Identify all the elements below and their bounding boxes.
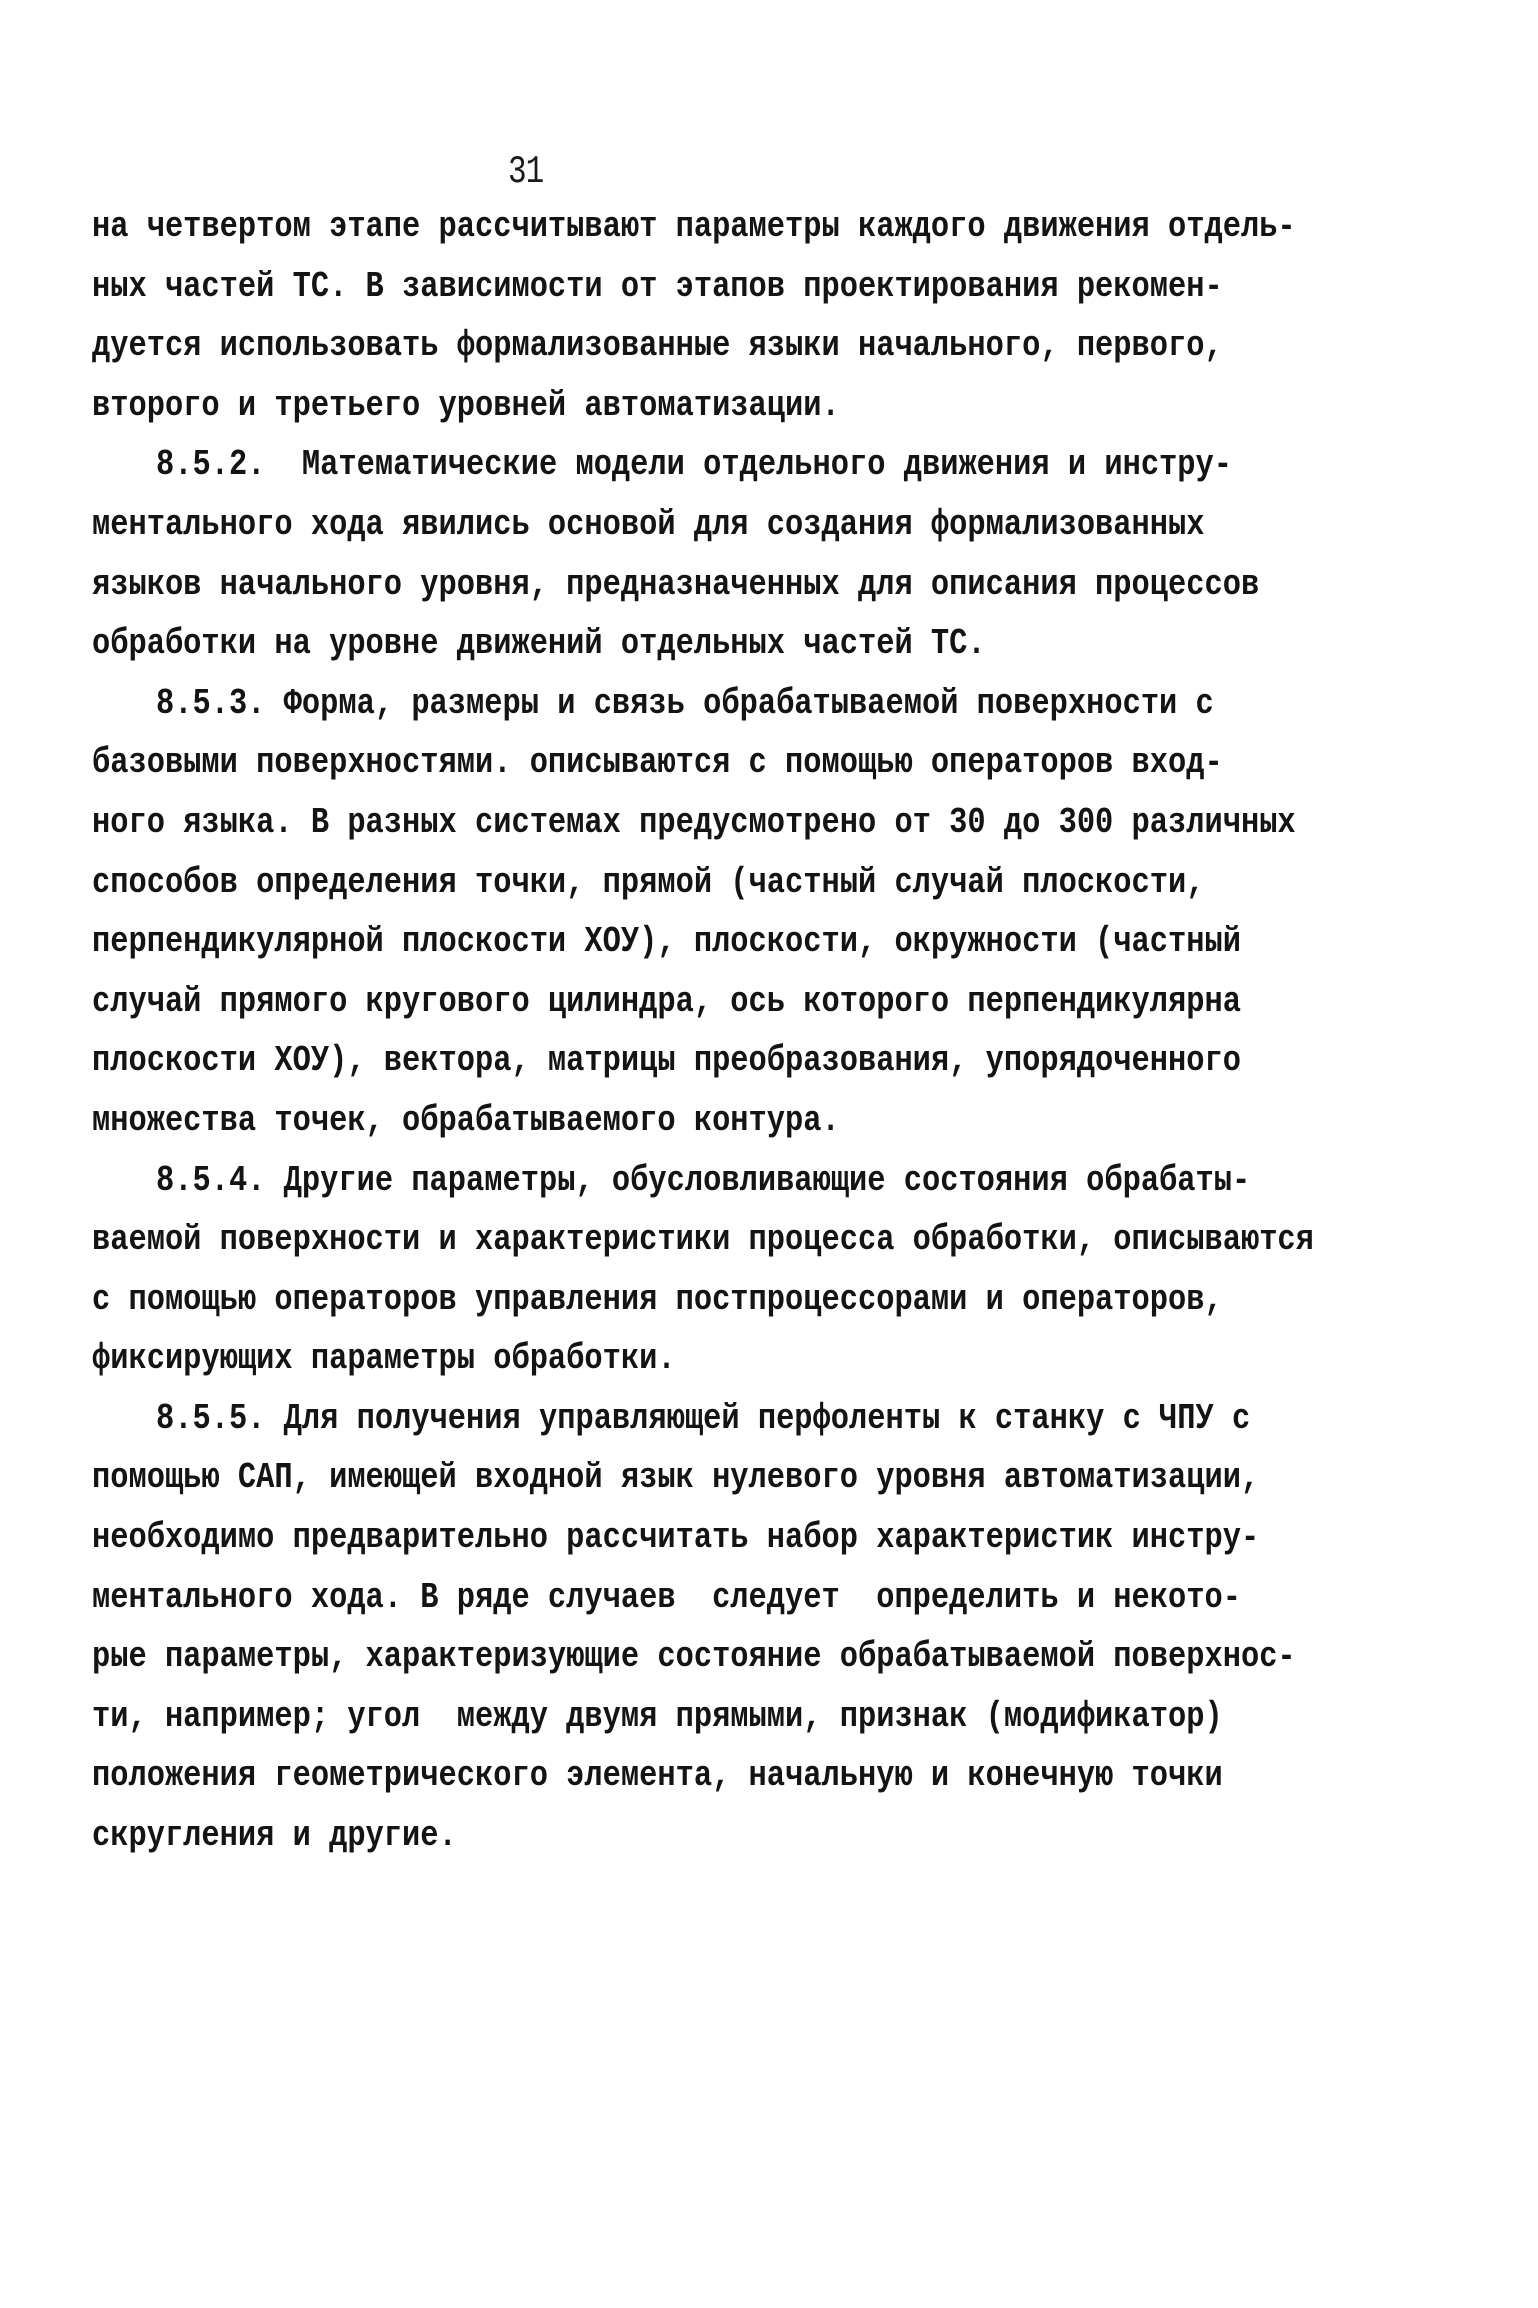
text-line: рые параметры, характеризующие состояние обрабатываемой поверхнос- (92, 1637, 1296, 1678)
text-line: необходимо предварительно рассчитать набор характеристик инстру- (92, 1518, 1260, 1559)
text-line: фиксирующих параметры обработки. (92, 1339, 676, 1380)
text-line: базовыми поверхностями. описываются с помощью операторов вход- (92, 743, 1223, 785)
text-line: языков начального уровня, предназначенных для описания процессов (92, 565, 1260, 606)
text-line: плоскости ХОУ), вектора, матрицы преобразования, упорядоченного (92, 1041, 1241, 1082)
paragraph-8-5-3 (92, 681, 1392, 1158)
text-line: ментального хода явились основой для создания формализованных (92, 505, 1205, 546)
text-line: случай прямого кругового цилиндра, ось которого перпендикулярна (92, 982, 1241, 1023)
text-line: с помощью операторов управления постпроцессорами и операторов, (92, 1280, 1223, 1321)
text-line: 8.5.5. Для получения управляющей перфоленты к станку с ЧПУ с (156, 1399, 1251, 1440)
text-line: помощью САП, имеющей входной язык нулевого уровня автоматизации, (92, 1459, 1260, 1500)
text-line: ваемой поверхности и характеристики процесса обработки, описываются (92, 1220, 1314, 1261)
text-line: ных частей ТС. В зависимости от этапов проектирования рекомен- (92, 267, 1223, 308)
paragraph-8-5-5 (92, 1396, 1392, 1873)
text-line: скругления и другие. (92, 1816, 457, 1857)
text-line: 8.5.2. Математические модели отдельного движения и инстру- (156, 445, 1233, 487)
paragraph-8-5-2 (92, 442, 1392, 680)
text-line: перпендикулярной плоскости ХОУ), плоскости, окружности (частный (92, 922, 1241, 963)
text-line: дуется использовать формализованные языки начального, первого, (92, 326, 1223, 367)
text-line: ти, например; угол между двумя прямыми, признак (модификатор) (92, 1697, 1223, 1738)
text-line: обработки на уровне движений отдельных частей ТС. (92, 624, 986, 665)
text-line: 8.5.4. Другие параметры, обусловливающие состояния обрабаты- (156, 1161, 1251, 1202)
text-line: 8.5.3. Форма, размеры и связь обрабатываемой поверхности с (156, 684, 1214, 725)
page-number: 31 (508, 150, 544, 195)
paragraph-continuation (92, 204, 1392, 442)
text-line: на четвертом этапе рассчитывают параметры каждого движения отдель- (92, 207, 1296, 248)
text-line: ментального хода. В ряде случаев следует определить и некото- (92, 1578, 1241, 1619)
text-line: способов определения точки, прямой (частный случай плоскости, (92, 863, 1205, 904)
body-text (92, 204, 1392, 1873)
text-line: положения геометрического элемента, начальную и конечную точки (92, 1756, 1223, 1798)
text-line: ного языка. В разных системах предусмотрено от 30 до 300 различных (92, 803, 1296, 844)
text-line: множества точек, обрабатываемого контура. (92, 1101, 840, 1142)
text-line: второго и третьего уровней автоматизации. (92, 386, 840, 427)
paragraph-8-5-4 (92, 1158, 1392, 1396)
